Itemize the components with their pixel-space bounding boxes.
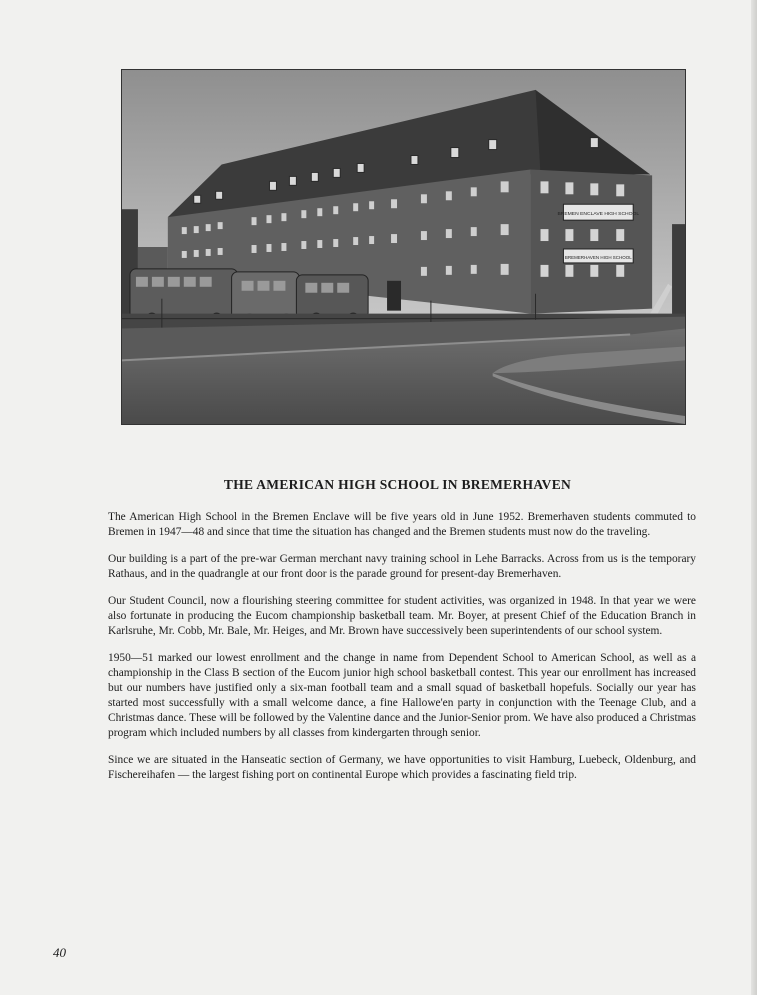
sign-upper-text: BREMEN ENCLAVE HIGH SCHOOL	[557, 212, 640, 218]
paragraph-history: The American High School in the Bremen Enclave will be five years old in June 1952. Bremerhaven students commuted to Bremen in 1947—48 and since that time the situation has changed and the Bremen students must now do the traveling.	[108, 511, 696, 538]
page-number: 40	[53, 945, 66, 960]
school-building-photo	[121, 69, 686, 425]
school-building-illustration	[122, 70, 685, 424]
sign-lower-text: BREMERHAVEN HIGH SCHOOL	[564, 254, 632, 260]
paragraph-building: Our building is a part of the pre-war German merchant navy training school in Lehe Barracks. Across from us is the temporary Rathaus, and in the quadrangle at our front door is the parade ground for present-day Bremerhaven.	[108, 553, 696, 580]
paragraph-student-council: Our Student Council, now a flourishing steering committee for student activities, was organized in 1948. In that year we were also fortunate in producing the Eucom championship basketball team. Mr. Boyer, at present Chief of the Education Branch in Karlsruhe, Mr. Cobb, Mr. Bale, Mr. Heiges, and Mr. Brown have successively been superintendents of our school system.	[108, 595, 696, 637]
paragraph-field-trips: Since we are situated in the Hanseatic section of Germany, we have opportunities to visit Hamburg, Luebeck, Oldenburg, and Fischereihafen — the largest fishing port on continental Europe which provides a fascinating field trip.	[108, 754, 696, 781]
page-edge	[751, 0, 757, 995]
article-body	[108, 510, 696, 795]
article-title: THE AMERICAN HIGH SCHOOL IN BREMERHAVEN	[223, 477, 572, 492]
paragraph-enrollment-activities: 1950—51 marked our lowest enrollment and the change in name from Dependent School to American School, as well as a championship in the Class B section of the Eucom junior high school basketball contest. This year our enrollment has increased but our numbers have justified only a six-man football team and a small squad of basketball hopefuls. Socially our year has started most successfully with a small welcome dance, a fine Hallowe'en party in conjunction with the Teenage Club, and a Christmas dance. These will be followed by the Valentine dance and the Junior-Senior prom. We have also produced a Christmas program which included numbers by all classes from kindergarten through senior.	[108, 652, 696, 739]
